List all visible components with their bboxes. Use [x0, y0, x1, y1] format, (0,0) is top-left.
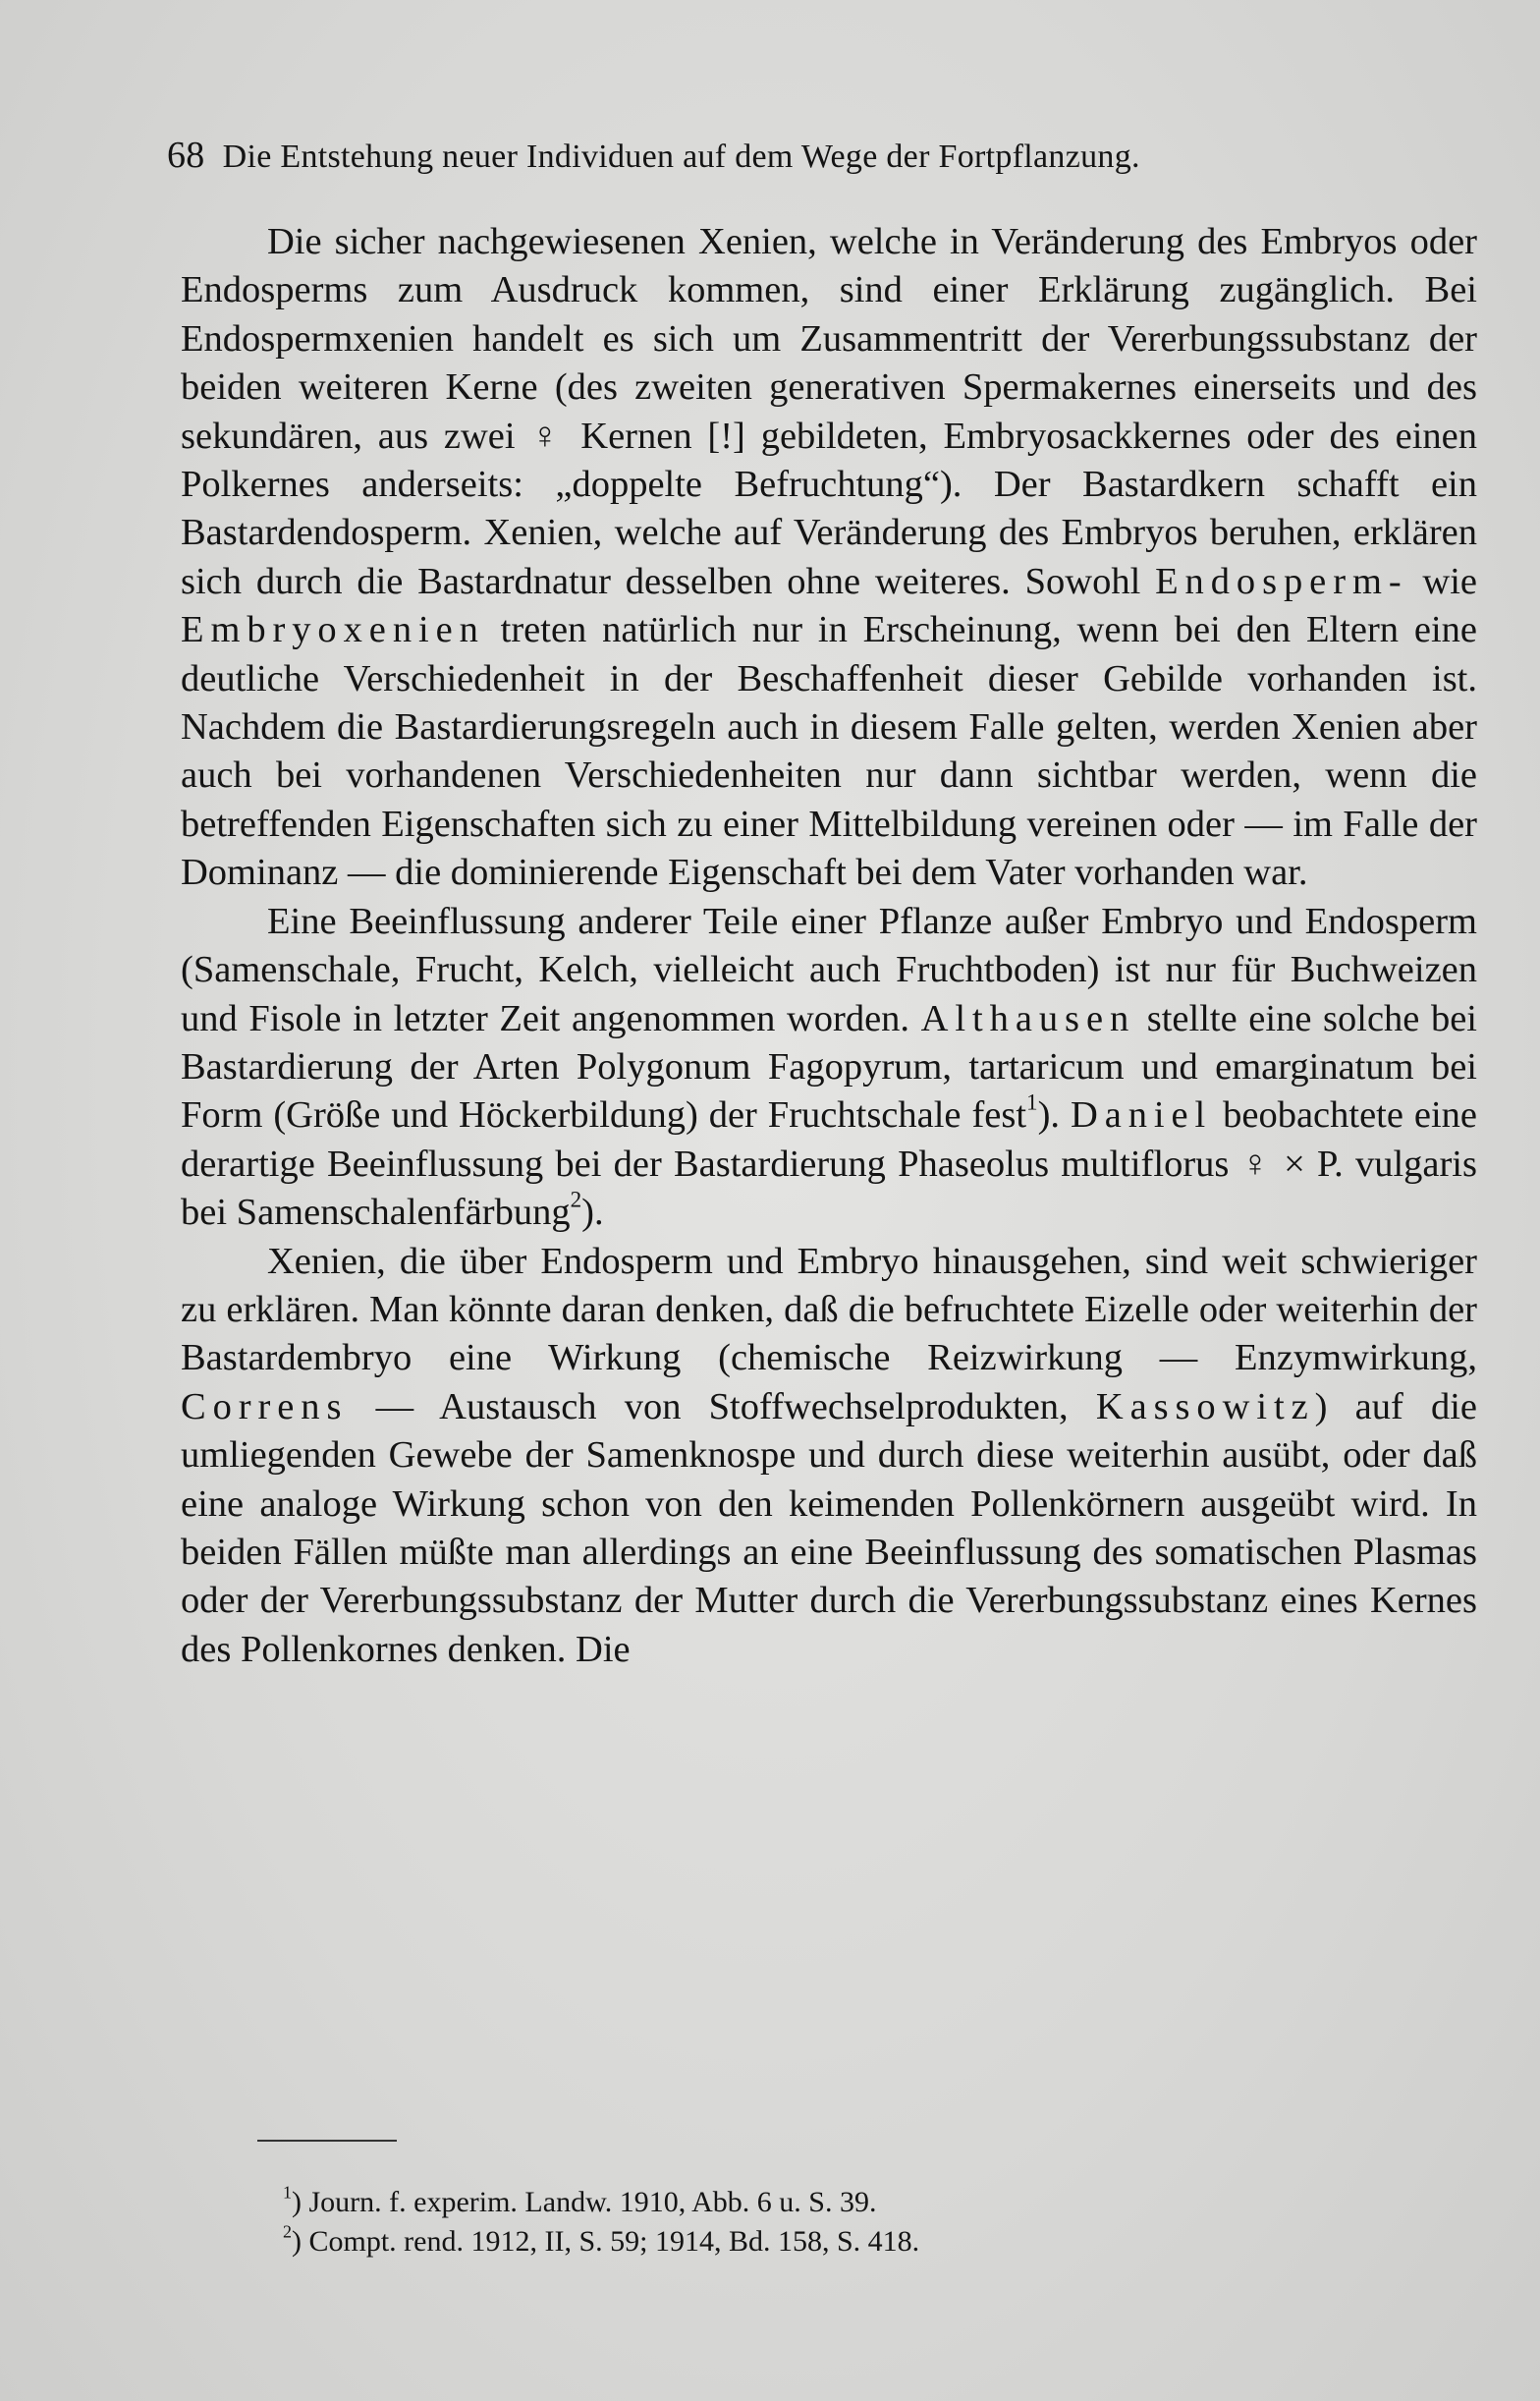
footnote-divider — [257, 2140, 397, 2142]
paragraph: Eine Beeinflussung anderer Teile einer Pflanze außer Embryo und Endosperm (Samenschale, Frucht, Kelch, vielleicht auch Fruchtboden) ist nur für Buchweizen und Fisole in letzter Zeit angenommen worden. Althausen stellte eine solche bei Bastardierung der Arten Polygonum Fagopyrum, tartaricum und emarginatum bei Form (Größe und Höckerbildung) der Fruchtschale fest$^1$). Daniel beobachtete eine derartige Beeinflussung bei der Bastardierung Phaseolus multiflorus ♀ × P. vulgaris bei Samenschalenfärbung$^2$). — [181, 900, 1477, 1234]
running-title: Die Entstehung neuer Individuen auf dem Wege der Fortpflanzung. — [222, 139, 1140, 175]
footnote-ref: 1 — [1026, 1089, 1038, 1115]
footnotes — [283, 2183, 1363, 2261]
footnote: $^1$) Journ. f. experim. Landw. 1910, Abb. 6 u. S. 39. — [283, 2182, 877, 2218]
paragraph: Die sicher nachgewiesenen Xenien, welche in Veränderung des Embryos oder Endosperms zum Ausdruck kommen, sind einer Erklärung zugänglich. Bei Endospermxenien handelt es sich um Zusammentritt der Vererbungssubstanz der beiden weiteren Kerne (des zweiten generativen Spermakernes einerseits und des sekundären, aus zwei ♀ Kernen [!] gebildeten, Embryosackkernes oder des einen Polkernes anderseits: „doppelte Befruchtung“). Der Bastardkern schafft ein Bastardendosperm. Xenien, welche auf Veränderung des Embryos beruhen, erklären sich durch die Bastardnatur desselben ohne weiteres. Sowohl Endosperm- wie Embryoxenien treten natürlich nur in Erscheinung, wenn bei den Eltern eine deutliche Verschiedenheit in der Beschaffenheit dieser Gebilde vorhanden ist. Nachdem die Bastardierungsregeln auch in diesem Falle gelten, werden Xenien aber auch bei vorhandenen Verschiedenheiten nur dann sichtbar werden, wenn die betreffenden Eigenschaften sich zu einer Mittelbildung vereinen oder — im Falle der Dominanz — die dominierende Eigenschaft bei dem Vater vorhanden war. — [181, 221, 1477, 894]
footnote: $^2$) Compt. rend. 1912, II, S. 59; 1914, Bd. 158, S. 418. — [283, 2221, 920, 2258]
footnote-ref: 2 — [570, 1186, 582, 1212]
page-number: 68 — [167, 135, 205, 176]
footnote-mark: 2 — [283, 2221, 292, 2242]
emphasized-term: Endosperm- — [1155, 560, 1408, 602]
emphasized-term: Embryoxenien — [181, 609, 485, 651]
main-text — [181, 218, 1477, 1674]
author-name: Kassowitz — [1095, 1385, 1315, 1427]
author-name: Daniel — [1070, 1094, 1213, 1137]
footnote-mark: 1 — [283, 2182, 292, 2203]
paragraph: Xenien, die über Endosperm und Embryo hinausgehen, sind weit schwieriger zu erklären. Man könnte daran denken, daß die befruchtete Eizelle oder weiterhin der Bastardembryo eine Wirkung (chemische Reizwirkung — Enzymwirkung, Correns — Austausch von Stoffwechselprodukten, Kassowitz) auf die umliegenden Gewebe der Samenknospe und durch diese weiterhin ausübt, oder daß eine analoge Wirkung schon von den keimenden Pollenkörnern ausgeübt wird. In beiden Fällen müßte man allerdings an eine Beeinflussung des somatischen Plasmas oder der Vererbungssubstanz der Mutter durch die Vererbungssubstanz eines Kernes des Pollenkornes denken. Die — [181, 1240, 1477, 1670]
author-name: Correns — [181, 1385, 349, 1427]
running-header — [167, 136, 1473, 177]
author-name: Althausen — [920, 997, 1136, 1039]
